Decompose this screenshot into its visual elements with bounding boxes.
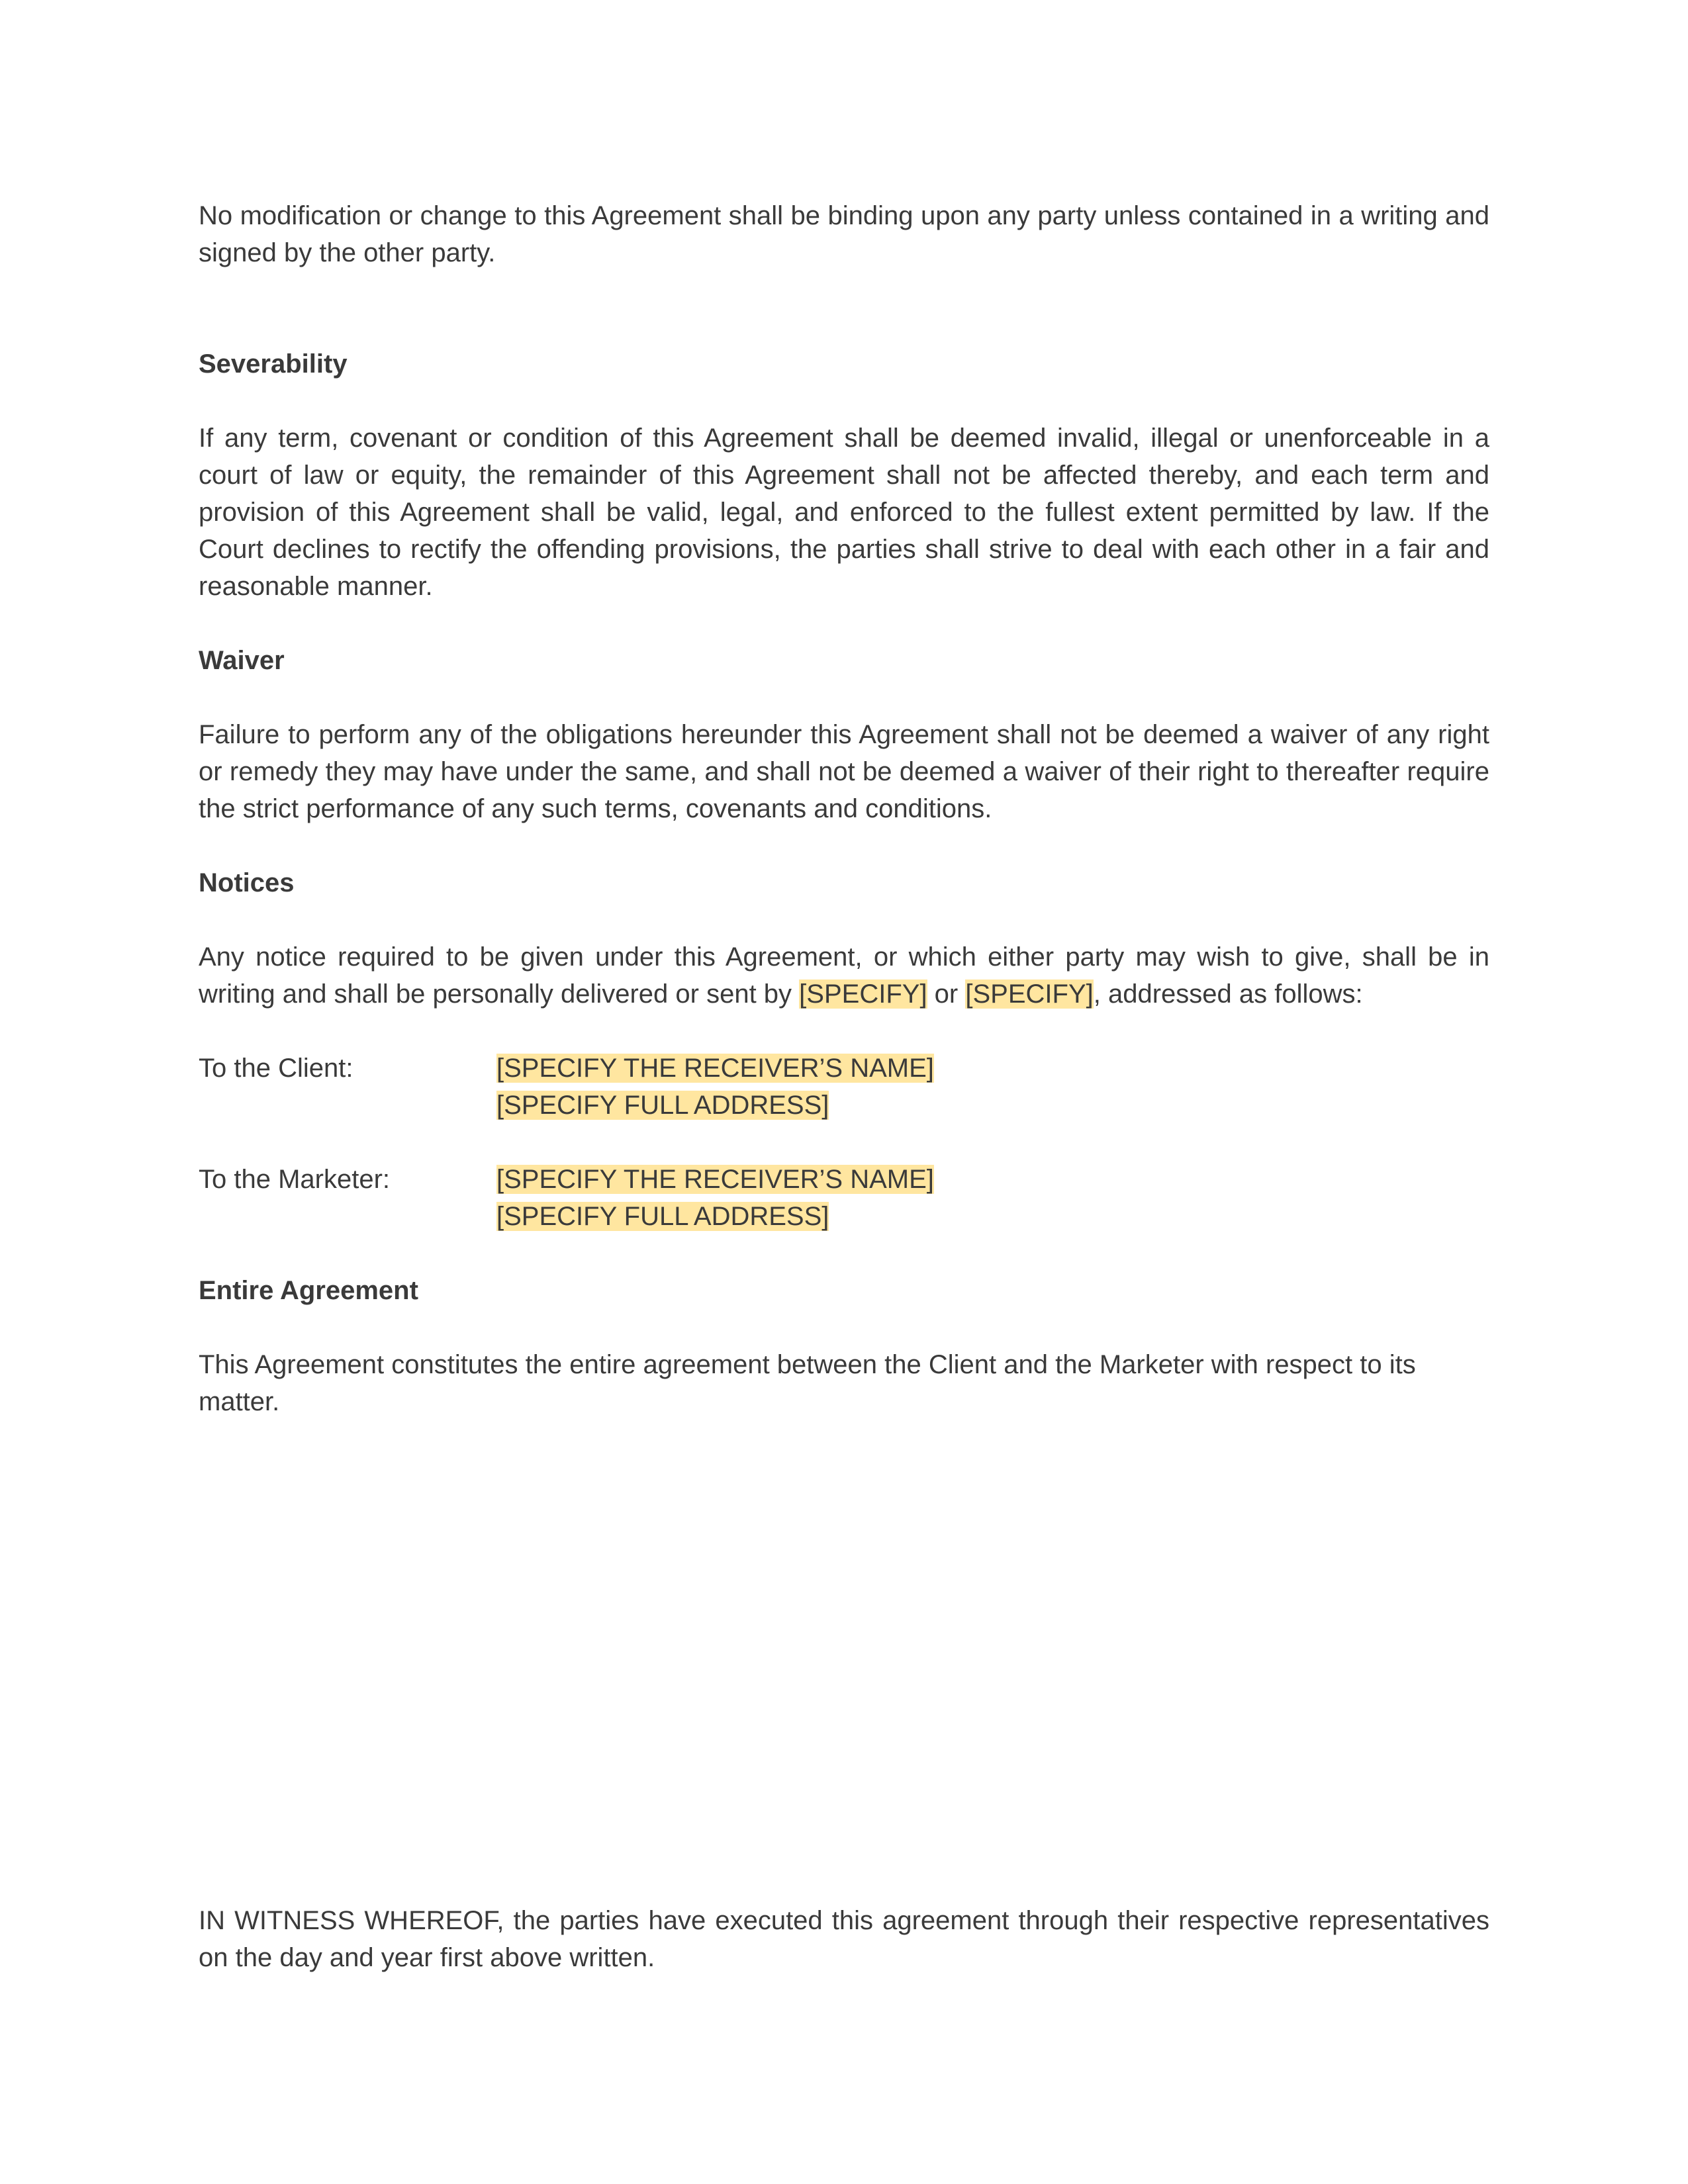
client-address-block (199, 1050, 1489, 1124)
client-address-lines (496, 1050, 934, 1124)
severability-paragraph: If any term, covenant or condition of this Agreement shall be deemed invalid, illegal or unenforceable in a court of law or equity, the remainder of this Agreement shall not be affected thereby, and each term and provision of this Agreement shall be valid, legal, and enforced to the fullest extent permitted by law. If the Court declines to rectify the offending provisions, the parties shall strive to deal with each other in a fair and reasonable manner. (199, 424, 1489, 601)
notices-text-before: Any notice required to be given under this Agreement, or which either party may wish to give, shall be in writing and shall be personally delivered or sent by (199, 942, 1489, 1009)
client-name-placeholder: [SPECIFY THE RECEIVER’S NAME] (496, 1054, 934, 1083)
marketer-address-placeholder: [SPECIFY FULL ADDRESS] (496, 1202, 829, 1231)
marketer-label: To the Marketer: (199, 1165, 391, 1194)
delivery-method-placeholder-2: [SPECIFY] (965, 979, 1094, 1009)
severability-heading: Severability (199, 349, 348, 379)
client-label: To the Client: (199, 1054, 353, 1083)
notices-text-after: , addressed as follows: (1093, 979, 1363, 1009)
marketer-address-lines (496, 1161, 934, 1235)
waiver-heading: Waiver (199, 646, 285, 675)
entire-agreement-heading: Entire Agreement (199, 1276, 418, 1305)
entire-agreement-paragraph: This Agreement constitutes the entire agreement between the Client and the Marketer with respect to its matter. (199, 1350, 1416, 1416)
modification-paragraph: No modification or change to this Agreement shall be binding upon any party unless contained in a writing and signed by the other party. (199, 201, 1489, 267)
delivery-method-placeholder-1: [SPECIFY] (799, 979, 927, 1009)
notices-paragraph (199, 938, 1489, 1013)
notices-text-middle: or (927, 979, 966, 1009)
document-page (199, 197, 1489, 1976)
witness-paragraph: IN WITNESS WHEREOF, the parties have executed this agreement through their respective representatives on the day and year first above written. (199, 1906, 1489, 1972)
client-address-placeholder: [SPECIFY FULL ADDRESS] (496, 1091, 829, 1120)
marketer-name-placeholder: [SPECIFY THE RECEIVER’S NAME] (496, 1165, 934, 1194)
notices-heading: Notices (199, 868, 295, 897)
marketer-address-block (199, 1161, 1489, 1235)
waiver-paragraph: Failure to perform any of the obligations hereunder this Agreement shall not be deemed a waiver of any right or remedy they may have under the same, and shall not be deemed a waiver of their right to thereafter require the strict performance of any such terms, covenants and conditions. (199, 720, 1489, 823)
